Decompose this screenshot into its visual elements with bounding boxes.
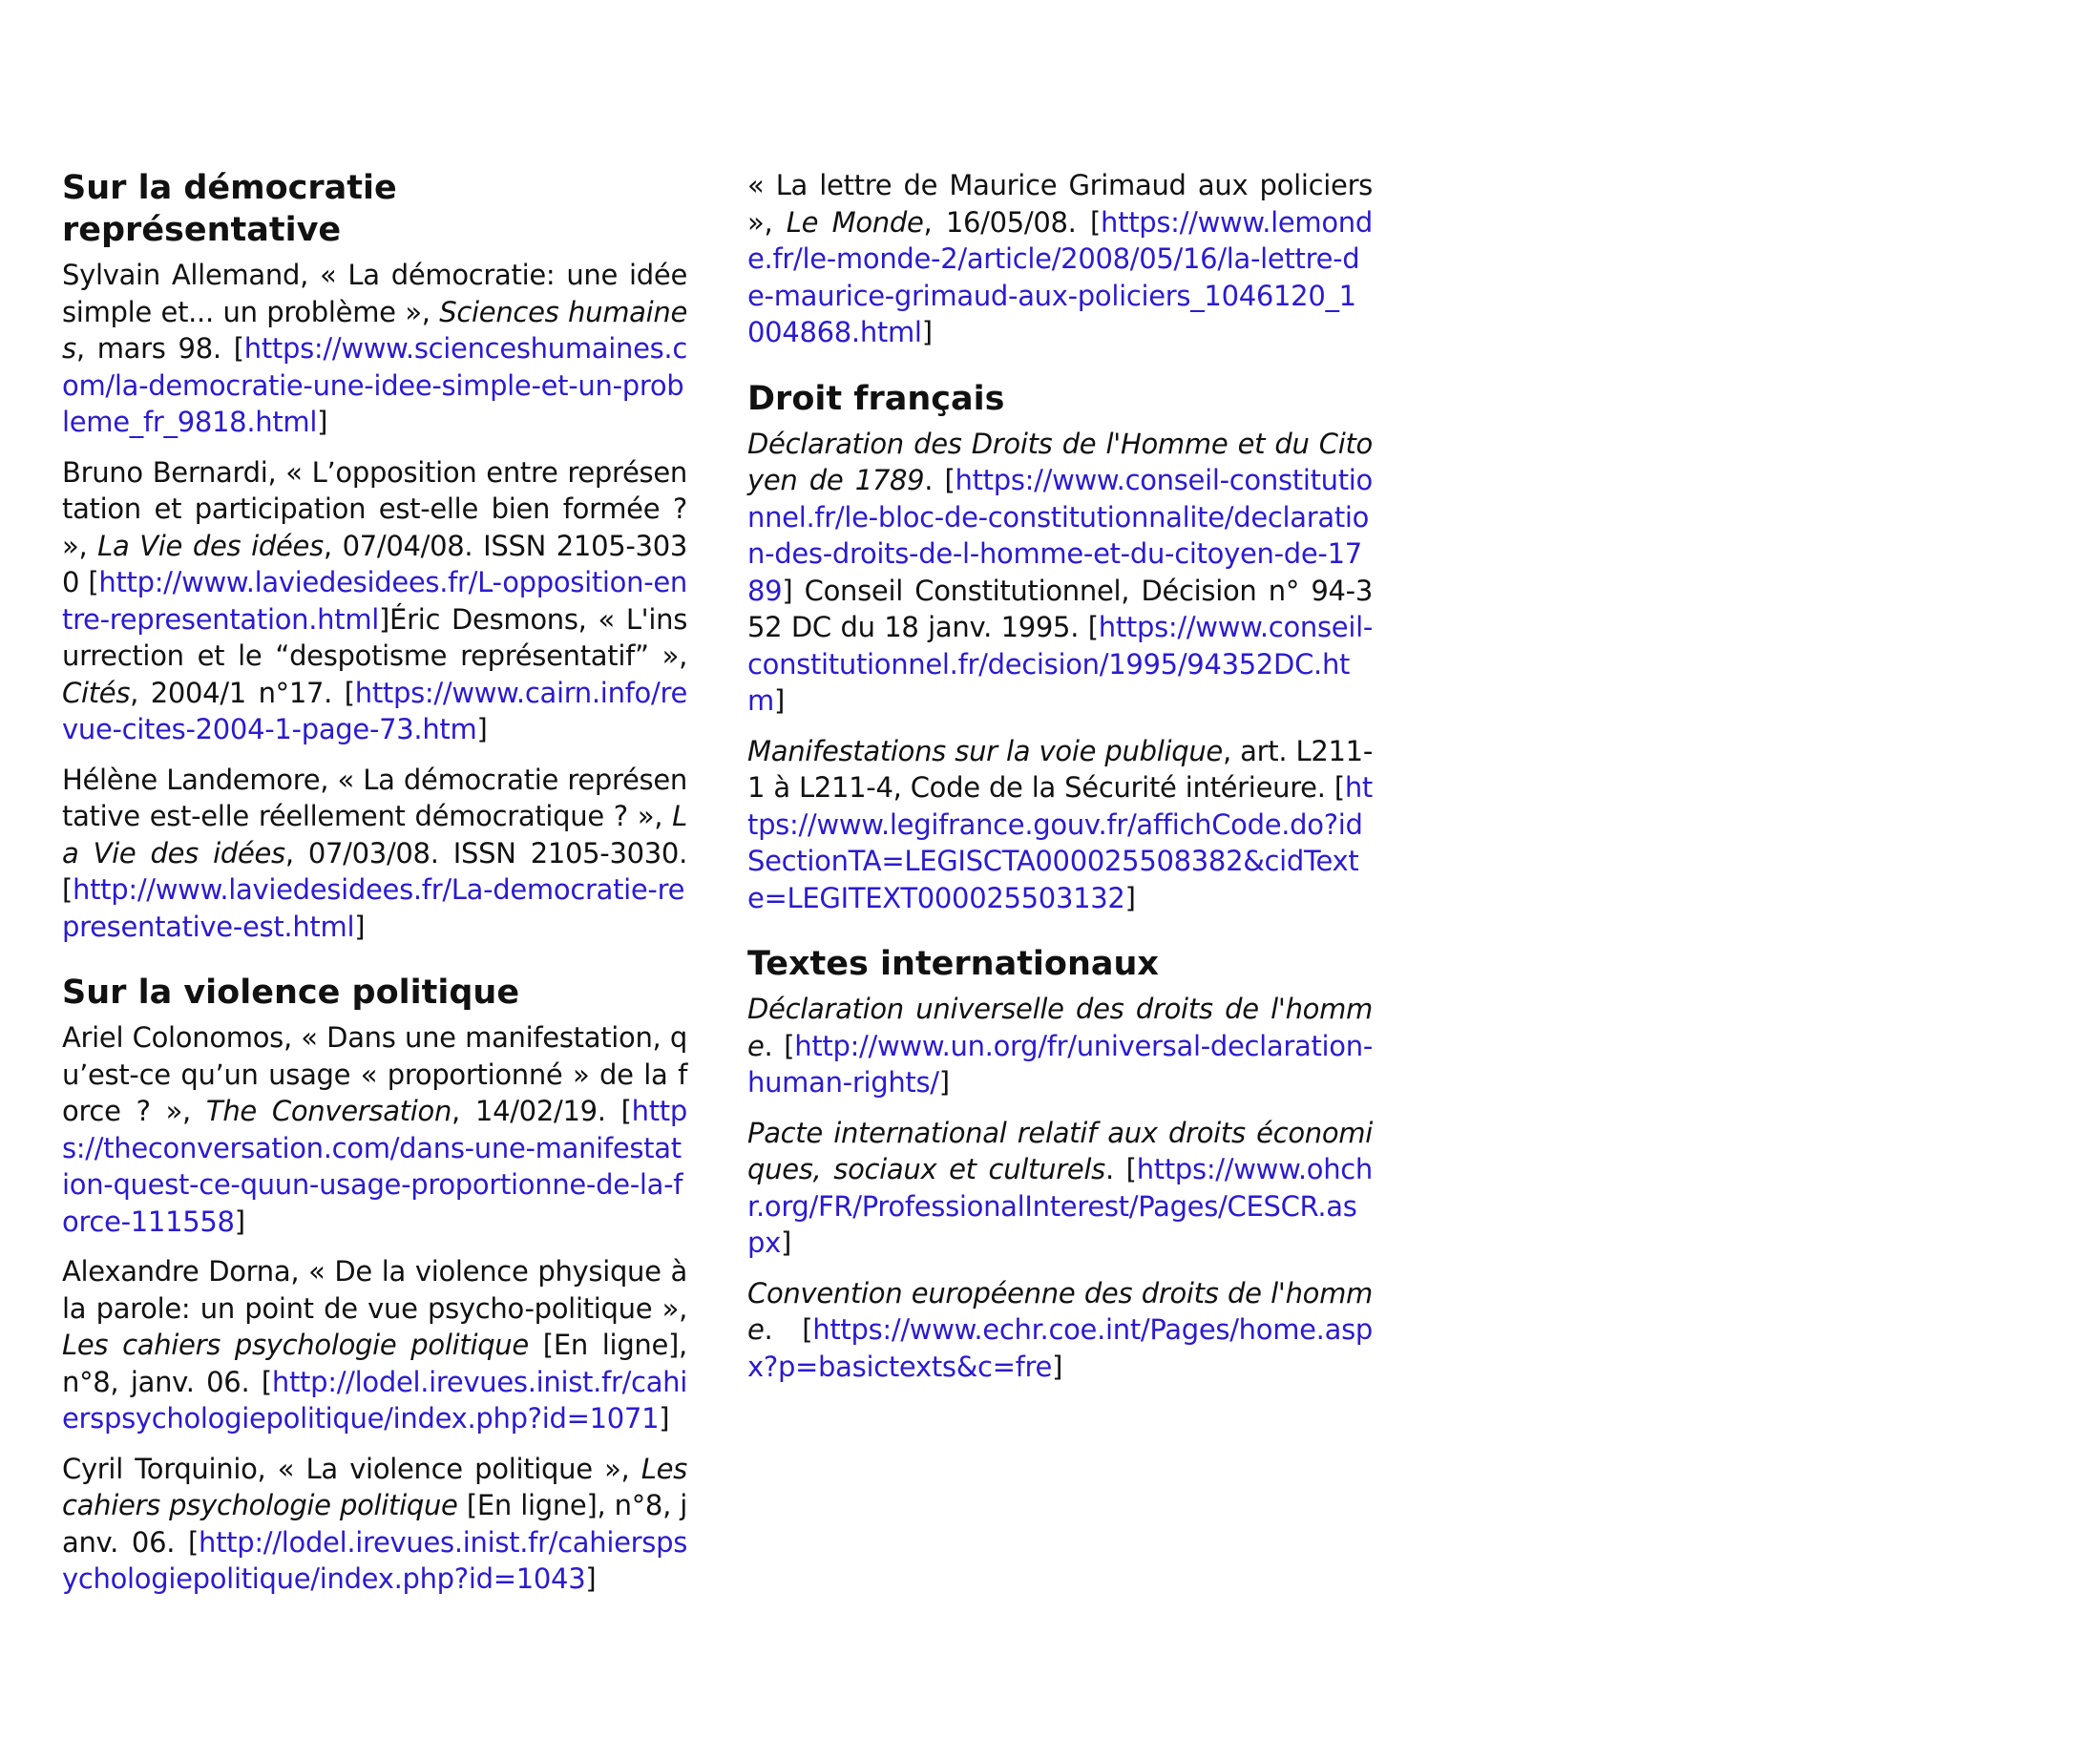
reference-text: . [ xyxy=(764,1313,813,1346)
section-heading: Textes internationaux xyxy=(747,945,1160,983)
reference-link[interactable]: http://lodel.irevues.inist.fr/cahierspsychologiepolitique/index.php?id=1071 xyxy=(62,1365,687,1435)
reference-entry xyxy=(747,167,1373,351)
section-heading: Sur la violence politique xyxy=(62,974,520,1012)
reference-entry xyxy=(62,257,687,441)
reference-title: La Vie des idées xyxy=(62,800,687,870)
reference-text: ] xyxy=(921,316,933,348)
section-droit-francais xyxy=(747,378,1373,917)
reference-text: , 2004/1 n°17. [ xyxy=(130,676,355,709)
reference-entry xyxy=(747,991,1373,1101)
reference-entry xyxy=(747,1115,1373,1262)
section-violence-politique xyxy=(62,972,687,1598)
reference-title: Sciences humaines xyxy=(62,295,687,365)
reference-text: ]Éric Desmons, « L'insurrection et le “despotisme représentatif” », xyxy=(62,602,687,672)
reference-title: Déclaration des Droits de l'Homme et du Citoyen de 1789 xyxy=(747,427,1373,496)
reference-entry xyxy=(62,454,687,748)
reference-text: , 07/03/08. ISSN 2105-3030. [ xyxy=(62,836,687,906)
reference-text: . [ xyxy=(764,1029,795,1062)
reference-title: Convention européenne des droits de l'homme xyxy=(747,1276,1373,1346)
reference-link[interactable]: http://www.laviedesidees.fr/L-opposition-entre-representation.html xyxy=(62,566,687,636)
reference-entry xyxy=(62,1019,687,1240)
reference-entry xyxy=(747,1275,1373,1386)
reference-text: ] xyxy=(585,1562,597,1595)
section-democratie-representative xyxy=(62,167,687,945)
reference-link[interactable]: https://www.scienceshumaines.com/la-democratie-une-idee-simple-et-un-probleme_fr_9818.html xyxy=(62,332,687,438)
reference-link[interactable]: https://www.conseil-constitutionnel.fr/decision/1995/94352DC.htm xyxy=(747,611,1373,717)
reference-text: « La lettre de Maurice Grimaud aux policiers », xyxy=(747,169,1373,239)
reference-text: , 14/02/19. [ xyxy=(452,1095,632,1127)
reference-text: ] xyxy=(780,1226,791,1259)
reference-text: Sylvain Allemand, « La démocratie: une idée simple et... un problème », xyxy=(62,259,687,328)
reference-text: , 07/04/08. ISSN 2105-3030 [ xyxy=(62,529,688,598)
right-column xyxy=(747,167,1373,1412)
reference-title: Les cahiers psychologie politique xyxy=(62,1329,529,1361)
reference-text: ] xyxy=(938,1066,950,1099)
reference-entry xyxy=(62,1451,687,1598)
reference-text: ] xyxy=(659,1402,670,1435)
left-column xyxy=(62,167,687,1624)
reference-text: ] xyxy=(1052,1350,1063,1383)
reference-link[interactable]: https://www.echr.coe.int/Pages/home.aspx?p=basictexts&c=fre xyxy=(747,1313,1373,1383)
reference-text: ] xyxy=(317,406,328,438)
reference-text: ] xyxy=(476,713,488,745)
section-continued xyxy=(747,167,1373,351)
reference-entry xyxy=(62,762,687,946)
reference-text: ] xyxy=(234,1205,245,1238)
reference-text: Bruno Bernardi, « L’opposition entre représentation et participation est-elle bien formée ? », xyxy=(62,455,687,562)
section-heading: Droit français xyxy=(747,379,1005,418)
reference-link[interactable]: http://lodel.irevues.inist.fr/cahierspsychologiepolitique/index.php?id=1043 xyxy=(62,1525,687,1595)
reference-text: Hélène Landemore, « La démocratie représentative est-elle réellement démocratique ? », xyxy=(62,763,687,832)
reference-text: ] Conseil Constitutionnel, Décision n° 94-352 DC du 18 janv. 1995. [ xyxy=(747,574,1373,643)
section-heading: Sur la démocratie représentative xyxy=(62,169,397,249)
reference-text: , 16/05/08. [ xyxy=(923,205,1102,239)
reference-title: The Conversation xyxy=(205,1095,452,1127)
reference-link[interactable]: http://www.laviedesidees.fr/La-democratie-representative-est.html xyxy=(62,873,685,943)
reference-link[interactable]: https://www.cairn.info/revue-cites-2004-1-page-73.htm xyxy=(62,676,687,745)
section-textes-internationaux xyxy=(747,943,1373,1385)
reference-link[interactable]: https://theconversation.com/dans-une-manifestation-quest-ce-quun-usage-proportionne-de-la-force-111558 xyxy=(62,1095,687,1238)
reference-link[interactable]: https://www.ohchr.org/FR/ProfessionalInterest/Pages/CESCR.aspx xyxy=(747,1153,1373,1259)
reference-text: . [ xyxy=(924,464,956,496)
reference-title: Pacte international relatif aux droits économiques, sociaux et culturels xyxy=(747,1116,1373,1185)
reference-title: La Vie des idées xyxy=(97,529,324,562)
reference-title: Les cahiers psychologie politique xyxy=(62,1452,687,1521)
reference-entry xyxy=(62,1253,687,1437)
reference-text: Alexandre Dorna, « De la violence physique à la parole: un point de vue psycho-politique », xyxy=(62,1255,687,1325)
reference-text: Cyril Torquinio, « La violence politique », xyxy=(62,1452,641,1485)
reference-text: [En ligne], n°8, janv. 06. [ xyxy=(62,1489,687,1559)
reference-link[interactable]: https://www.conseil-constitutionnel.fr/le-bloc-de-constitutionnalite/declaration-des-droits-de-l-homme-et-du-citoyen-de-1789 xyxy=(747,464,1373,607)
reference-text: , mars 98. [ xyxy=(75,332,244,365)
reference-title: Le Monde xyxy=(786,205,924,239)
reference-entry xyxy=(747,426,1373,720)
reference-text: Ariel Colonomos, « Dans une manifestation, qu’est-ce qu’un usage « proportionné » de la force ? », xyxy=(62,1021,687,1127)
reference-entry xyxy=(747,733,1373,917)
reference-link[interactable]: https://www.legifrance.gouv.fr/affichCode.do?idSectionTA=LEGISCTA000025508382&cidTexte=LEGITEXT000025503132 xyxy=(747,771,1373,914)
reference-text: [En ligne], n°8, janv. 06. [ xyxy=(62,1329,687,1398)
reference-text: . [ xyxy=(1104,1153,1137,1185)
reference-title: Cités xyxy=(62,676,131,709)
reference-text: ] xyxy=(1124,881,1136,914)
reference-link[interactable]: https://www.lemonde.fr/le-monde-2/article/2008/05/16/la-lettre-de-maurice-grimaud-aux-policiers_1046120_1004868.html xyxy=(747,205,1373,348)
reference-text: , art. L211-1 à L211-4, Code de la Sécurité intérieure. [ xyxy=(747,734,1373,804)
reference-title: Manifestations sur la voie publique xyxy=(747,734,1223,767)
reference-text: ] xyxy=(773,684,785,717)
reference-text: ] xyxy=(354,910,366,943)
reference-link[interactable]: http://www.un.org/fr/universal-declaration-human-rights/ xyxy=(747,1029,1373,1099)
reference-title: Déclaration universelle des droits de l'homme xyxy=(747,993,1373,1062)
